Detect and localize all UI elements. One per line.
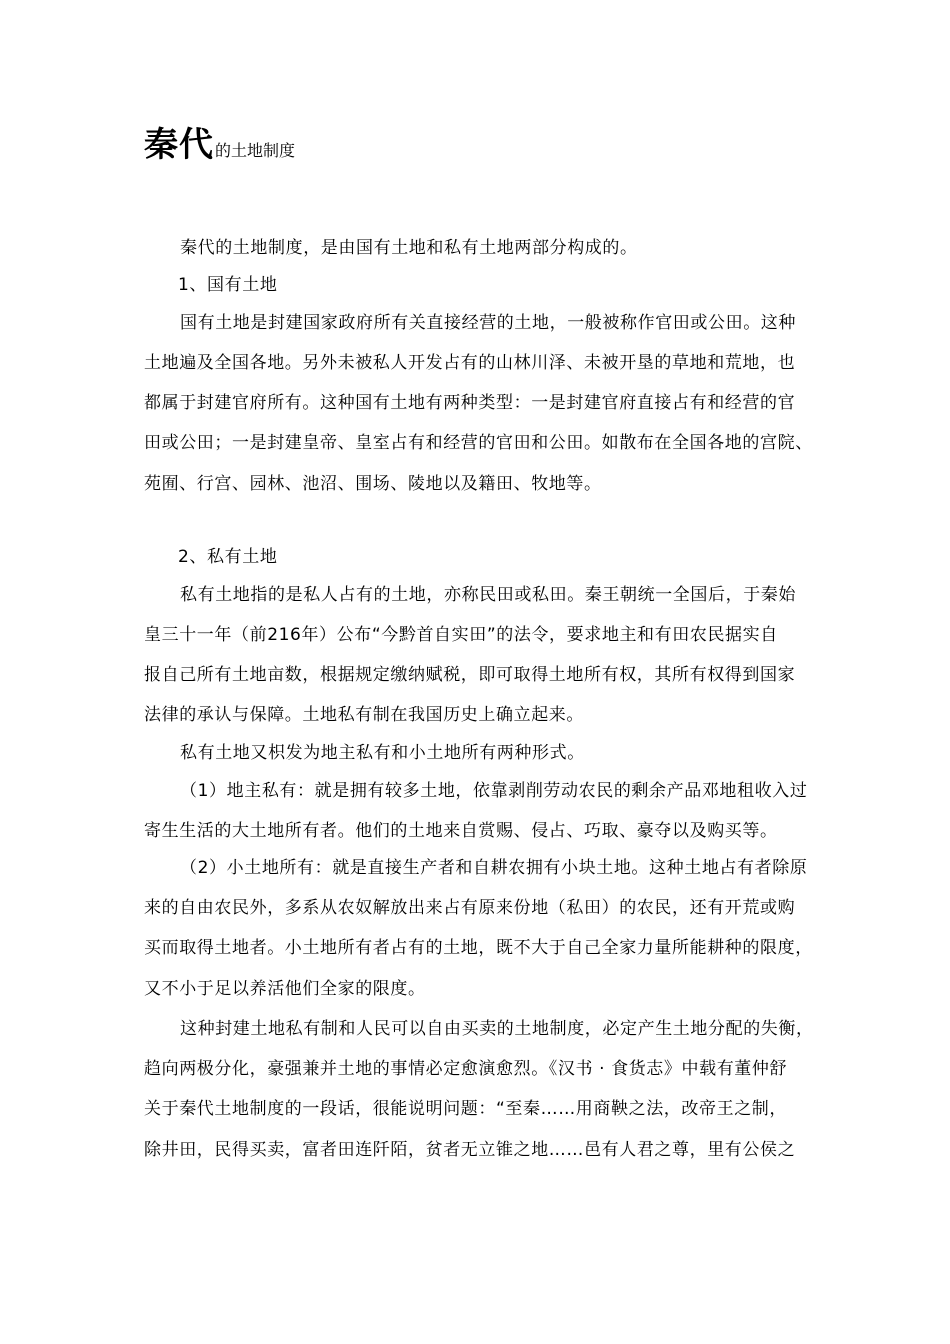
paragraph-line: 又不小于足以养活他们全家的限度。 [144, 979, 426, 999]
paragraph-line: 田或公田；一是封建皇帝、皇室占有和经营的官田和公田。如散布在全国各地的宫院、 [144, 433, 813, 453]
paragraph-line: 国有土地是封建国家政府所有关直接经营的土地，一般被称作官田或公田。这种 [180, 313, 796, 333]
paragraph-line: 都属于封建官府所有。这种国有土地有两种类型：一是封建官府直接占有和经营的官 [144, 393, 796, 413]
paragraph-line: 私有土地指的是私人占有的土地，亦称民田或私田。秦王朝统一全国后，于秦始 [180, 585, 796, 605]
paragraph-line: 寄生生活的大土地所有者。他们的土地来自赏赐、侵占、巧取、豪夺以及购买等。 [144, 821, 778, 841]
section-heading-state-land: 1、国有土地 [178, 275, 278, 295]
intro-paragraph: 秦代的土地制度，是由国有土地和私有土地两部分构成的。 [180, 238, 638, 258]
paragraph-line: 皇三十一年（前216年）公布“今黔首自实田”的法令，要求地主和有田农民据实自 [144, 625, 778, 645]
paragraph-line: 法律的承认与保障。土地私有制在我国历史上确立起来。 [144, 705, 584, 725]
paragraph-line: 来的自由农民外，多系从农奴解放出来占有原来份地（私田）的农民，还有开荒或购 [144, 898, 796, 918]
title-sub: 的土地制度 [215, 141, 296, 160]
section-heading-private-land: 2、私有土地 [178, 547, 278, 567]
paragraph-line: （2）小土地所有：就是直接生产者和自耕农拥有小块土地。这种土地占有者除原 [180, 858, 808, 878]
paragraph-line: 私有土地又枳发为地主私有和小土地所有两种形式。 [180, 743, 585, 763]
paragraph-line: 关于秦代土地制度的一段话，很能说明问题：“至秦……用商鞅之法，改帝王之制， [144, 1099, 788, 1119]
paragraph-line: 趋向两极分化，豪强兼并土地的事情必定愈演愈烈。《汉书 · 食货志》中载有董仲舒 [144, 1059, 788, 1079]
paragraph-line: 土地遍及全国各地。另外未被私人开发占有的山林川泽、未被开垦的草地和荒地，也 [144, 353, 796, 373]
paragraph-line: 报自己所有土地亩数，根据规定缴纳赋税，即可取得土地所有权，其所有权得到国家 [144, 665, 796, 685]
paragraph-line: 这种封建土地私有制和人民可以自由买卖的土地制度，必定产生土地分配的失衡， [180, 1019, 814, 1039]
paragraph-line: 买而取得土地者。小土地所有者占有的土地，既不大于自己全家力量所能耕种的限度， [144, 938, 813, 958]
paragraph-line: 除井田，民得买卖，富者田连阡陌，贫者无立锥之地……邑有人君之尊，里有公侯之 [144, 1140, 796, 1160]
title-main: 秦代 [144, 125, 214, 165]
document-title [144, 125, 296, 165]
paragraph-line: （1）地主私有：就是拥有较多土地，依靠剥削劳动农民的剩余产品邓地租收入过 [180, 781, 808, 801]
paragraph-line: 苑囿、行宫、园林、池沼、围场、陵地以及籍田、牧地等。 [144, 474, 602, 494]
